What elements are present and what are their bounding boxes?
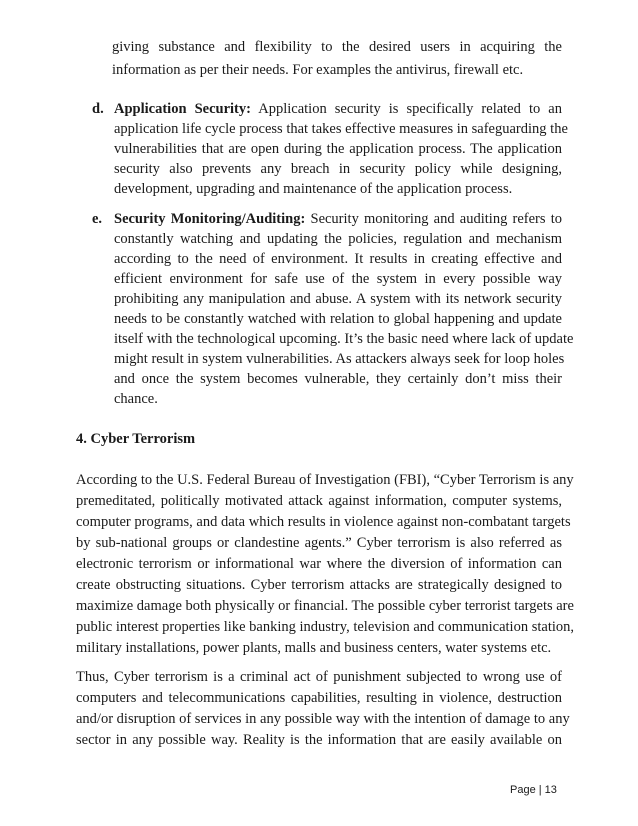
body-line: needs to be constantly watched with relation to global happening and update (114, 311, 562, 327)
application-security-heading: Application Security: (114, 101, 251, 117)
body-line: maximize damage both physically or financial. The possible cyber terrorist targets are (76, 598, 574, 614)
body-line: chance. (114, 391, 158, 407)
body-line: information as per their needs. For examples the antivirus, firewall etc. (112, 62, 524, 78)
body-line: by sub-national groups or clandestine agents.” Cyber terrorism is also referred as (76, 535, 562, 551)
body-line: according to the need of environment. It results in creating effective and (114, 251, 562, 267)
page-number: Page | 13 (510, 784, 557, 796)
section-heading: 4. Cyber Terrorism (76, 431, 196, 447)
body-line: development, upgrading and maintenance of the application process. (114, 181, 513, 197)
body-line: premeditated, politically motivated attack against information, computer systems, (76, 493, 562, 509)
list-item-e-first-line (114, 210, 562, 228)
body-line: might result in system vulnerabilities. As attackers always seek for loop holes (114, 351, 565, 367)
body-line: electronic terrorism or informational war where the diversion of information can (76, 556, 562, 572)
body-line: prohibiting any manipulation and abuse. A system with its network security (114, 291, 562, 307)
body-line: computers and telecommunications capabilities, resulting in violence, destruction (76, 690, 562, 706)
body-text: Security monitoring and auditing refers to (310, 211, 562, 227)
body-line: public interest properties like banking industry, television and communication station, (76, 619, 574, 635)
body-line: Thus, Cyber terrorism is a criminal act of punishment subjected to wrong use of (76, 669, 562, 685)
list-item-d-first-line (114, 100, 562, 118)
list-marker-d: d. (92, 101, 104, 117)
security-monitoring-heading: Security Monitoring/Auditing: (114, 211, 306, 227)
body-line: computer programs, and data which results in violence against non-combatant targets (76, 514, 571, 530)
body-line: create obstructing situations. Cyber terrorism attacks are strategically designed to (76, 577, 562, 593)
body-line: security also prevents any breach in security policy while designing, (114, 161, 562, 177)
body-line: military installations, power plants, malls and business centers, water systems etc. (76, 640, 552, 656)
body-line: sector in any possible way. Reality is the information that are easily available on (76, 732, 562, 748)
body-line: constantly watching and updating the policies, regulation and mechanism (114, 231, 562, 247)
body-line: and/or disruption of services in any possible way with the intention of damage to any (76, 711, 570, 727)
list-marker-e: e. (92, 211, 103, 227)
body-text: Application security is specifically related to an (258, 101, 562, 117)
body-line: application life cycle process that takes effective measures in safeguarding the (114, 121, 568, 137)
body-line: giving substance and flexibility to the desired users in acquiring the (112, 39, 562, 55)
body-line: vulnerabilities that are open during the application process. The application (114, 141, 562, 157)
body-line: itself with the technological upcoming. It’s the basic need where lack of update (114, 331, 574, 347)
body-line: efficient environment for safe use of the system in every possible way (114, 271, 562, 287)
body-line: According to the U.S. Federal Bureau of Investigation (FBI), “Cyber Terrorism is any (76, 472, 574, 488)
body-line: and once the system becomes vulnerable, they certainly don’t miss their (114, 371, 562, 387)
